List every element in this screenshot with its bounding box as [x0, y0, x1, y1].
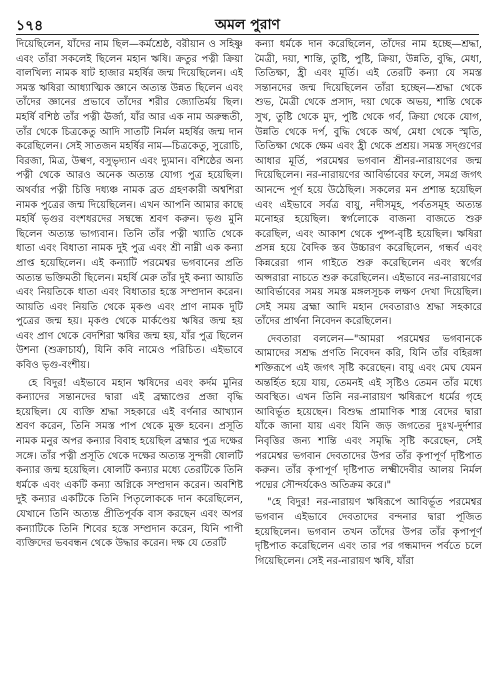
running-title: অমল পুরাণ	[215, 17, 280, 33]
right-paragraph-3: "হে বিদুর! নর-নারায়ণ ঋষিরূপে আবির্ভূত পরমেশ্বর ভগবান এইভাবে দেবতাদের বন্দনার দ্বারা পূজিত হয়েছিলেন। ভগবান তখন তাঁদের উপর তাঁর কৃপাপূর্ণ দৃষ্টিপাত করেছিলেন এবং তার পর গন্ধমাদন পর্বতে চলে গিয়েছিলেন। সেই নর-নারায়ণ ঋষি, যাঁরা	[255, 497, 482, 567]
left-paragraph-2: হে বিদুর! এইভাবে মহান ঋষিদের এবং কর্দম মুনির কন্যাদের সন্তানদের দ্বারা এই ব্রহ্মাণ্ডের প্রজা বৃদ্ধি হয়েছিল। যে ব্যক্তি শ্রদ্ধা সহকারে এই বর্ণনার আখ্যান শ্রবণ করেন, তিনি সমস্ত পাপ থেকে মুক্ত হবেন। প্রসূতি নামক মনুর অপর কন্যার বিবাহ হয়েছিল ব্রহ্মার পুত্র দক্ষের সঙ্গে। তাঁর পত্নী প্রসূতি থেকে দক্ষের অত্যন্ত সুন্দরী ষোলটি কন্যার জন্ম হয়েছিল। ষোলটি কন্যার মধ্যে তেরটিকে তিনি ধর্মকে এবং একটি কন্যা অগ্নিকে সম্প্রদান করেন। অবশিষ্ট দুই কন্যার একটিকে তিনি পিতৃলোককে দান করেছিলেন, যেখানে তিনি অত্যন্ত প্রীতিপূর্বক বাস করছেন এবং অপর কন্যাটিকে তিনি শিবের হস্তে সম্প্রদান করেন, যিনি পাপী ব্যক্তিদের ভববন্ধন থেকে উদ্ধার করেন। দক্ষ যে তেরটি	[16, 377, 243, 550]
page-header	[16, 12, 479, 34]
left-paragraph-1: দিয়েছিলেন, যাঁদের নাম ছিল—কর্মশ্রেষ্ঠ, বরীয়ান ও সহিষ্ণু এবং তাঁরা সকলেই ছিলেন মহান ঋষি। ক্রতুর পত্নী ক্রিয়া বালখিল্য নামক ষাট হাজার মহর্ষির জন্ম দিয়েছিলেন। এই সমস্ত ঋষিরা আধ্যাত্মিক জ্ঞানে অত্যন্ত উন্নত ছিলেন এবং তাঁদের জ্ঞানের প্রভাবে তাঁদের শরীর জ্যোতির্ময় ছিল। মহর্ষি বশিষ্ঠ তাঁর পত্নী ঊর্জা, যাঁর আর এক নাম অরুন্ধতী, তাঁর থেকে চিত্রকেতু আদি সাতটি নির্মল মহর্ষির জন্ম দান করেছিলেন। সেই সাতজন মহর্ষির নাম—চিত্রকেতু, সুরোচি, বিরজা, মিত্র, উল্বণ, বসুভৃদ্যান এবং দ্যুমান। বশিষ্ঠের অন্য পত্নী থেকে আরও অনেক অত্যন্ত যোগ্য পুত্র হয়েছিল। অথর্বার পত্নী চিত্তি দধ্যঞ্চ নামক ব্রত গ্রহণকারী অশ্বশিরা নামক পুত্রের জন্ম দিয়েছিলেন। এখন আপনি আমার কাছে মহর্ষি ভৃগুর বংশধরদের সম্বন্ধে শ্রবণ করুন। ভৃগু মুনি ছিলেন অত্যন্ত ভাগ্যবান। তিনি তাঁর পত্নী খ্যাতি থেকে ধাতা এবং বিধাতা নামক দুই পুত্র এবং শ্রী নাম্নী এক কন্যা প্রাপ্ত হয়েছিলেন। এই কন্যাটি পরমেশ্বর ভগবানের প্রতি অত্যন্ত ভক্তিমতী ছিলেন। মহর্ষি মেরু তাঁর দুই কন্যা আয়তি এবং নিয়তিকে ধাতা এবং বিধাতার হস্তে সম্প্রদান করেন। আয়তি এবং নিয়তি থেকে মৃকণ্ড এবং প্রাণ নামক দুটি পুত্রের জন্ম হয়। মৃকণ্ড থেকে মার্কণ্ডেয় ঋষির জন্ম হয় এবং প্রাণ থেকে বেদশিরা ঋষির জন্ম হয়, যাঁর পুত্র ছিলেন উশনা (শুক্রাচার্য), যিনি কবি নামেও পরিচিত। এইভাবে কবিও ভৃগু-বংশীয়।	[16, 39, 243, 372]
text-columns	[16, 38, 482, 683]
right-paragraph-1: কন্যা ধর্মকে দান করেছিলেন, তাঁদের নাম হচ্ছে—শ্রদ্ধা, মৈত্রী, দয়া, শান্তি, তুষ্টি, পুষ্টি, ক্রিয়া, উন্নতি, বুদ্ধি, মেধা, তিতিক্ষা, হ্রী এবং মূর্তি। এই তেরটি কন্যা যে সমস্ত সন্তানদের জন্ম দিয়েছিলেন তাঁরা হচ্ছেন—শ্রদ্ধা থেকে শুভ, মৈত্রী থেকে প্রসাদ, দয়া থেকে অভয়, শান্তি থেকে সুখ, তুষ্টি থেকে মুদ, পুষ্টি থেকে গর্ব, ক্রিয়া থেকে যোগ, উন্নতি থেকে দর্প, বুদ্ধি থেকে অর্থ, মেধা থেকে স্মৃতি, তিতিক্ষা থেকে ক্ষেম এবং হ্রী থেকে প্রশ্রয়। সমস্ত সদ্গুণের আধার মূর্তি, পরমেশ্বর ভগবান শ্রীনর-নারায়ণের জন্ম দিয়েছিলেন। নর-নারায়ণের আবির্ভাবের ফলে, সমগ্র জগৎ আনন্দে পূর্ণ হয়ে উঠেছিল। সকলের মন প্রশান্ত হয়েছিল এবং এইভাবে সর্বত্র বায়ু, নদীসমূহ, পর্বতসমূহ অত্যন্ত মনোহর হয়েছিল। স্বর্গলোকে বাজনা বাজতে শুরু করেছিল, এবং আকাশ থেকে পুষ্প-বৃষ্টি হয়েছিল। ঋষিরা প্রসন্ন হয়ে বৈদিক স্তব উচ্চারণ করেছিলেন, গন্ধর্ব এবং কিন্নরেরা গান গাইতে শুরু করেছিলেন এবং স্বর্গের অপ্সরারা নাচতে শুরু করেছিলেন। এইভাবে নর-নারায়ণের আবির্ভাবের সময় সমস্ত মঙ্গলসূচক লক্ষণ দেখা দিয়েছিল। সেই সময় ব্রহ্মা আদি মহান দেবতারাও শ্রদ্ধা সহকারে তাঁদের প্রার্থনা নিবেদন করেছিলেন।	[255, 39, 482, 328]
right-column	[255, 38, 482, 683]
header-rule	[16, 34, 479, 35]
left-column	[16, 38, 243, 683]
right-paragraph-2: দেবতারা বললেন—"আমরা পরমেশ্বর ভগবানকে আমাদের সশ্রদ্ধ প্রণতি নিবেদন করি, যিনি তাঁর বহিরঙ্গা শক্তিরূপে এই জগৎ সৃষ্টি করেছেন। বায়ু এবং মেঘ যেমন অন্তর্হিত হয়ে যায়, তেমনই এই সৃষ্টিও তেমন তাঁর মধ্যে অবস্থিত। এখন তিনি নর-নারায়ণ ঋষিরূপে ধর্মের গৃহে আবির্ভূত হয়েছেন। বিশুদ্ধ প্রামাণিক শাস্ত্র বেদের দ্বারা যাঁকে জানা যায় এবং যিনি জড় জগতের দুঃখ-দুর্দশার নিবৃত্তির জন্য শান্তি এবং সমৃদ্ধি সৃষ্টি করেছেন, সেই পরমেশ্বর ভগবান দেবতাদের উপর তাঁর কৃপাপূর্ণ দৃষ্টিপাত করুন। তাঁর কৃপাপূর্ণ দৃষ্টিপাত লক্ষ্মীদেবীর আলয় নির্মল পদ্মের সৌন্দর্যকেও অতিক্রম করে।"	[255, 333, 482, 491]
page-number: ১৭৪	[16, 18, 44, 34]
